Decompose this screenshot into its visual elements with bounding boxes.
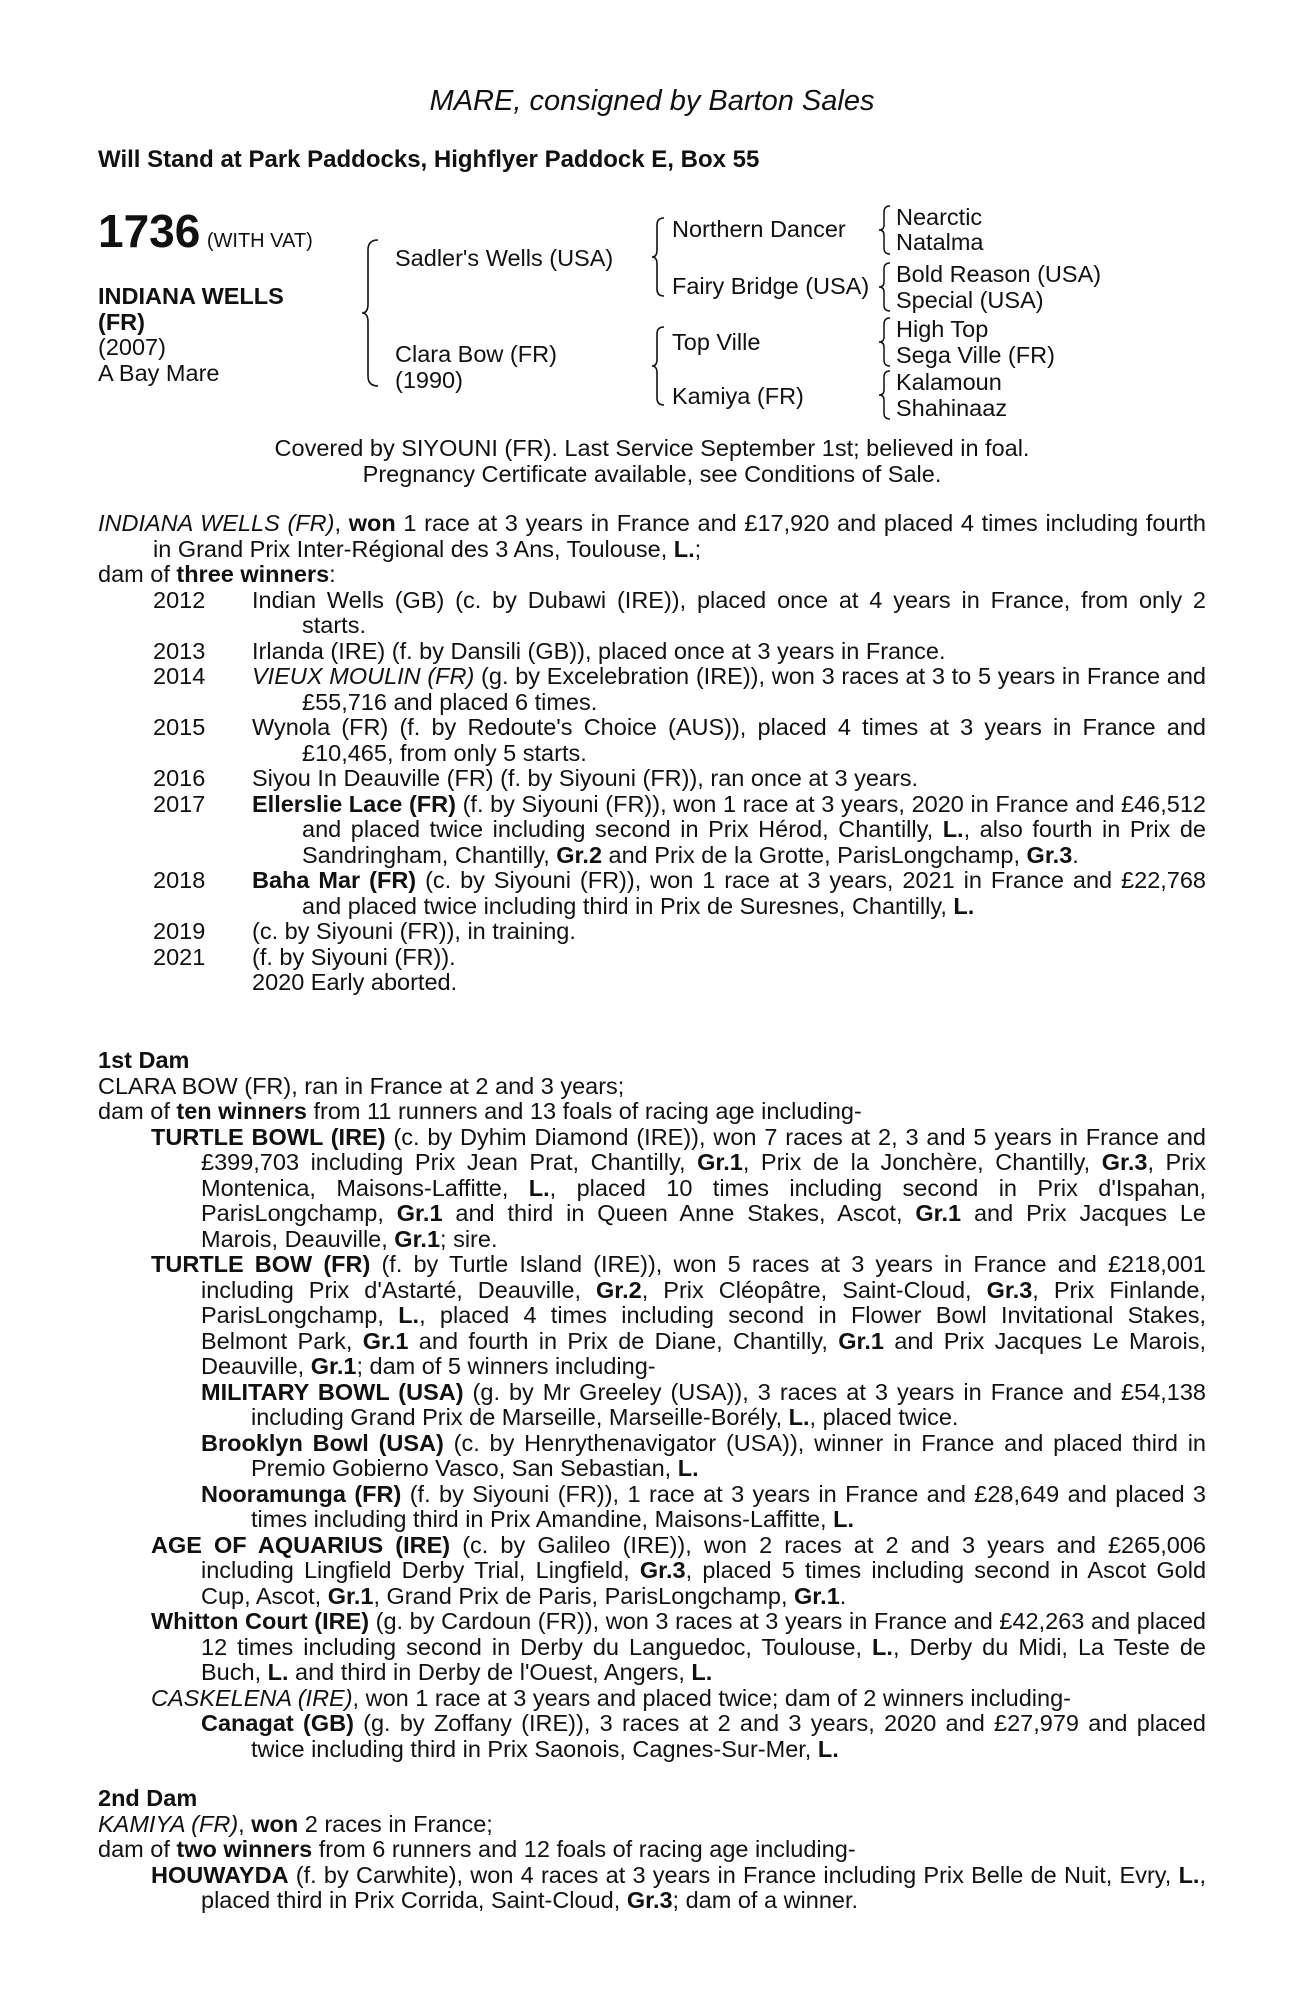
second-dam-text: 2 races in France; xyxy=(298,1810,493,1837)
grade-label: Gr.1 xyxy=(697,1149,743,1175)
produce-detail: , also fourth in Prix de Sandringham, Chantilly, xyxy=(302,816,1206,868)
progeny-name: MILITARY BOWL (USA) xyxy=(201,1378,464,1405)
produce-row xyxy=(98,715,1206,766)
progeny-military-bowl xyxy=(98,1380,1206,1431)
mare-summary xyxy=(98,511,1206,562)
produce-text: (f. by Siyouni (FR)). xyxy=(252,943,456,970)
grade-label: Gr.3 xyxy=(626,1887,673,1913)
grade-label: Gr.3 xyxy=(986,1276,1033,1303)
produce-text: Wynola (FR) (f. by Redoute's Choice (AUS)), placed 4 times at 3 years in France and £10,465, from only 5 starts. xyxy=(252,714,1206,766)
produce-row xyxy=(98,664,1206,715)
grade-label: L. xyxy=(673,535,695,562)
comma: , xyxy=(334,510,349,536)
progeny-text: (g. by Zoffany (IRE)), 3 races at 2 and 3 years, 2020 and £27,979 and placed twice including third in Prix Saonois, Cagnes-Sur-Mer, xyxy=(251,1710,1206,1762)
produce-row xyxy=(98,588,1206,639)
progeny-text: (f. by Carwhite), won 4 races at 3 years in France including Prix Belle de Nuit, Evry, xyxy=(288,1861,1179,1888)
progeny-text: . xyxy=(839,1582,847,1609)
first-dam-summary xyxy=(98,1099,1206,1125)
grade-label: Gr.3 xyxy=(1026,841,1073,868)
grade-label: Gr.1 xyxy=(838,1327,884,1354)
grade-label: Gr.1 xyxy=(915,1200,962,1226)
second-dam-line xyxy=(98,1812,1206,1838)
horse-details xyxy=(98,284,338,386)
produce-detail: (g. by Excelebration (IRE)), won 3 races at 3 to 5 years in France and £55,716 and placed 6 times. xyxy=(302,663,1206,715)
page-title: MARE, consigned by Barton Sales xyxy=(429,85,875,117)
progeny-age-of-aquarius xyxy=(98,1533,1206,1610)
produce-row xyxy=(98,766,1206,792)
progeny-text: (c. by Galileo (IRE)), won 2 races at 2 and 3 years and £265,006 including Lingfield Derby Trial, Lingfield, xyxy=(201,1531,1206,1583)
grade-label: Gr.1 xyxy=(310,1353,357,1379)
lot-number-block xyxy=(98,206,313,256)
progeny-text: , Derby du Midi, La Teste de Buch, xyxy=(201,1633,1206,1685)
produce-row xyxy=(98,639,1206,665)
produce-year: 2019 xyxy=(153,918,206,944)
grade-label: Gr.1 xyxy=(794,1582,840,1609)
progeny-name: TURTLE BOWL (IRE) xyxy=(151,1123,386,1150)
progeny-text: , Prix Cléopâtre, Saint-Cloud, xyxy=(641,1276,987,1303)
progeny-text: , placed 4 times including second in Flower Bowl Invitational Stakes, Belmont Park, xyxy=(201,1302,1207,1354)
produce-text xyxy=(252,792,1206,869)
pedigree-brace-dd xyxy=(878,369,892,421)
progeny-name: Nooramunga (FR) xyxy=(201,1480,402,1507)
pedigree-sire-dam: Fairy Bridge (USA) xyxy=(672,273,870,299)
produce-text: Indian Wells (GB) (c. by Dubawi (IRE)), placed once at 4 years in France, from only 2 starts. xyxy=(252,586,1206,638)
pedigree-sire: Sadler's Wells (USA) xyxy=(395,245,614,271)
produce-year: 2014 xyxy=(153,663,206,689)
produce-year: 2016 xyxy=(153,765,206,791)
grade-label: L. xyxy=(691,1659,713,1685)
progeny-text: (f. by Turtle Island (IRE)), won 5 races at 3 years in France and £218,001 including Prix d'Astarté, Deauville, xyxy=(201,1251,1206,1303)
won-label: won xyxy=(251,1810,299,1837)
produce-text: (c. by Siyouni (FR)), in training. xyxy=(252,918,576,944)
produce-year: 2012 xyxy=(153,586,206,613)
pedigree-brace-dam xyxy=(651,325,667,407)
progeny-text: ; sire. xyxy=(440,1225,498,1252)
first-dam-rest: from 11 runners and 13 foals of racing age including- xyxy=(306,1098,862,1124)
progeny-nooramunga xyxy=(98,1482,1206,1533)
grade-label: Gr.1 xyxy=(396,1200,443,1226)
grade-label: Gr.1 xyxy=(394,1225,441,1252)
horse-year: (2007) xyxy=(98,334,166,360)
pedigree-ddd: Shahinaaz xyxy=(896,395,1008,421)
grade-label: L. xyxy=(1178,1861,1200,1888)
produce-row xyxy=(98,970,1206,996)
section-heading: 1st Dam xyxy=(98,1047,190,1073)
pedigree-dsd: Sega Ville (FR) xyxy=(896,342,1055,368)
progeny-turtle-bowl xyxy=(98,1125,1206,1253)
progeny-name: Canagat (GB) xyxy=(201,1710,354,1736)
pedigree-ssd: Natalma xyxy=(896,229,984,255)
second-dam-rest: from 6 runners and 12 foals of racing age including- xyxy=(312,1836,856,1862)
punctuation: ; xyxy=(694,535,702,562)
grade-label: L. xyxy=(398,1302,420,1328)
grade-label: L. xyxy=(267,1659,289,1685)
progeny-text: and third in Derby de l'Ouest, Angers, xyxy=(288,1659,692,1685)
progeny-text: , placed twice. xyxy=(809,1404,959,1430)
progeny-text: ; dam of a winner. xyxy=(672,1887,859,1913)
progeny-text: and third in Queen Anne Stakes, Ascot, xyxy=(442,1200,916,1226)
grade-label: Gr.3 xyxy=(639,1557,686,1583)
pedigree-brace-ds xyxy=(878,316,892,368)
grade-label: Gr.1 xyxy=(327,1582,374,1609)
produce-name: VIEUX MOULIN (FR) xyxy=(252,663,475,689)
progeny-houwayda xyxy=(98,1863,1206,1914)
produce-year: 2015 xyxy=(153,714,206,740)
pedigree-brace-ss xyxy=(878,204,892,256)
produce-year: 2013 xyxy=(153,637,206,664)
winners-count: ten winners xyxy=(176,1098,307,1124)
progeny-brooklyn-bowl xyxy=(98,1431,1206,1482)
covering-line-1: Covered by SIYOUNI (FR). Last Service September 1st; believed in foal. xyxy=(274,435,1030,461)
grade-label: Gr.1 xyxy=(362,1327,409,1354)
second-dam-name: KAMIYA (FR) xyxy=(98,1810,239,1837)
progeny-name: HOUWAYDA xyxy=(151,1861,289,1888)
pedigree-sds: Bold Reason (USA) xyxy=(896,261,1102,287)
produce-year xyxy=(98,970,252,996)
progeny-text: , placed 10 times including second in Prix d'Ispahan, ParisLongchamp, xyxy=(201,1174,1207,1226)
second-dam-summary xyxy=(98,1837,1206,1863)
progeny-text: , Prix de la Jonchère, Chantilly, xyxy=(742,1149,1102,1175)
horse-description: A Bay Mare xyxy=(98,359,220,386)
winners-count: two winners xyxy=(176,1836,313,1862)
progeny-text: , won 1 race at 3 years and placed twice; dam of 2 winners including- xyxy=(352,1684,1071,1711)
punctuation: , xyxy=(238,1810,252,1837)
progeny-turtle-bow xyxy=(98,1252,1206,1380)
progeny-name: Brooklyn Bowl (USA) xyxy=(201,1429,444,1456)
produce-year: 2017 xyxy=(153,790,206,817)
section-heading: 2nd Dam xyxy=(98,1785,198,1811)
progeny-whitton-court xyxy=(98,1609,1206,1686)
stand-location: Will Stand at Park Paddocks, Highflyer Paddock E, Box 55 xyxy=(98,146,760,173)
grade-label: L. xyxy=(788,1404,810,1430)
dam-of-line xyxy=(98,562,1206,588)
pedigree-brace-main xyxy=(360,238,382,388)
dam-of-text: dam of xyxy=(98,1836,177,1862)
produce-text xyxy=(252,664,1206,715)
pedigree-sss: Nearctic xyxy=(896,204,983,230)
produce-text: 2020 Early aborted. xyxy=(252,969,458,995)
progeny-caskelena xyxy=(98,1686,1206,1712)
produce-detail: (c. by Siyouni (FR)), won 1 race at 3 years, 2021 in France and £22,768 and placed twice including third in Prix de Suresnes, Chantilly, xyxy=(302,867,1207,919)
produce-text xyxy=(252,868,1206,919)
won-label: won xyxy=(348,510,396,536)
pedigree-dam-year: (1990) xyxy=(395,367,463,393)
produce-row xyxy=(98,945,1206,971)
produce-row xyxy=(98,792,1206,869)
progeny-name: CASKELENA (IRE) xyxy=(151,1684,353,1711)
grade-label: Gr.2 xyxy=(596,1276,642,1303)
grade-label: Gr.2 xyxy=(556,841,603,868)
pedigree-dam-sire: Top Ville xyxy=(672,329,761,355)
first-dam-line: CLARA BOW (FR), ran in France at 2 and 3 years; xyxy=(98,1072,625,1099)
pedigree-sire-sire: Northern Dancer xyxy=(672,216,846,242)
progeny-text: ; dam of 5 winners including- xyxy=(356,1353,656,1379)
progeny-name: AGE OF AQUARIUS (IRE) xyxy=(151,1531,451,1558)
grade-label: L. xyxy=(817,1735,839,1762)
pedigree-dss: High Top xyxy=(896,316,989,342)
pedigree-dam-dam: Kamiya (FR) xyxy=(672,383,804,409)
grade-label: L. xyxy=(872,1633,893,1660)
progeny-text: and fourth in Prix de Diane, Chantilly, xyxy=(408,1327,839,1354)
produce-year: 2021 xyxy=(153,943,206,970)
progeny-text: (c. by Henrythenavigator (USA)), winner in France and placed third in Premio Gobierno Vasco, San Sebastian, xyxy=(251,1429,1206,1481)
progeny-text: (c. by Dyhim Diamond (IRE)), won 7 races at 2, 3 and 5 years in France and £399,703 including Prix Jean Prat, Chantilly, xyxy=(201,1123,1206,1175)
first-dam-section xyxy=(98,1048,1206,1762)
punctuation: : xyxy=(329,561,336,587)
progeny-text: , Prix Finlande, ParisLongchamp, xyxy=(201,1276,1207,1328)
produce-detail: . xyxy=(1072,841,1079,868)
mare-summary-text: 1 race at 3 years in France and £17,920 and placed 4 times including fourth in Grand Prix Inter-Régional des 3 Ans, Toulouse, xyxy=(153,510,1206,562)
produce-text: Siyou In Deauville (FR) (f. by Siyouni (FR)), ran once at 3 years. xyxy=(252,765,919,791)
dam-of-text: dam of xyxy=(98,561,177,587)
grade-label: L. xyxy=(677,1455,699,1481)
produce-name: Ellerslie Lace (FR) xyxy=(252,790,456,817)
horse-name: INDIANA WELLS xyxy=(98,283,284,309)
produce-detail: (f. by Siyouni (FR)), won 1 race at 3 years, 2020 in France and £46,512 and placed twice including second in Prix Hérod, Chantilly, xyxy=(302,790,1206,842)
dam-of-text: dam of xyxy=(98,1098,177,1124)
progeny-text: and Prix Jacques Le Marois, Deauville, xyxy=(201,1327,1206,1379)
progeny-canagat xyxy=(98,1711,1206,1762)
progeny-text: , placed third in Prix Corrida, Saint-Cloud, xyxy=(201,1861,1206,1913)
pedigree-brace-sd xyxy=(878,261,892,313)
produce-detail: and Prix de la Grotte, ParisLongchamp, xyxy=(602,841,1027,868)
produce-text: Irlanda (IRE) (f. by Dansili (GB)), placed once at 3 years in France. xyxy=(252,637,946,664)
horse-country: (FR) xyxy=(98,308,145,335)
mare-record xyxy=(98,511,1206,996)
produce-row xyxy=(98,919,1206,945)
progeny-text: (g. by Cardoun (FR)), won 3 races at 3 years in France and £42,263 and placed 12 times including second in Derby du Languedoc, Toulouse, xyxy=(201,1608,1206,1660)
lot-number: 1736 xyxy=(98,205,201,257)
pedigree-brace-sire xyxy=(651,216,667,298)
progeny-text: , placed 5 times including second in Ascot Gold Cup, Ascot, xyxy=(201,1557,1207,1609)
grade-label: L. xyxy=(833,1506,855,1532)
mare-name: INDIANA WELLS (FR) xyxy=(98,510,335,536)
grade-label: L. xyxy=(528,1174,550,1201)
progeny-text: , Prix Montenica, Maisons-Laffitte, xyxy=(201,1149,1207,1201)
pedigree-dds: Kalamoun xyxy=(896,369,1002,395)
progeny-text: , Grand Prix de Paris, ParisLongchamp, xyxy=(373,1582,795,1609)
progeny-text: and Prix Jacques Le Marois, Deauville, xyxy=(201,1200,1206,1252)
vat-label: (WITH VAT) xyxy=(206,230,313,252)
progeny-name: TURTLE BOW (FR) xyxy=(151,1251,371,1277)
grade-label: L. xyxy=(953,892,975,919)
progeny-name: Whitton Court (IRE) xyxy=(151,1608,370,1634)
progeny-text: (g. by Mr Greeley (USA)), 3 races at 3 years in France and £54,138 including Grand Prix de Marseille, Marseille-Borély, xyxy=(251,1378,1206,1430)
progeny-text: (f. by Siyouni (FR)), 1 race at 3 years in France and £28,649 and placed 3 times including third in Prix Amandine, Maisons-Laffitte, xyxy=(251,1480,1206,1532)
second-dam-section xyxy=(98,1786,1206,1914)
produce-row xyxy=(98,868,1206,919)
grade-label: Gr.3 xyxy=(1101,1149,1148,1175)
pedigree-dam: Clara Bow (FR) xyxy=(395,341,557,367)
produce-year: 2018 xyxy=(153,867,206,893)
grade-label: L. xyxy=(942,816,964,842)
produce-name: Baha Mar (FR) xyxy=(252,867,417,893)
covering-line-2: Pregnancy Certificate available, see Conditions of Sale. xyxy=(362,460,942,487)
winners-count: three winners xyxy=(176,561,330,587)
covering-note xyxy=(98,436,1206,487)
pedigree-sdd: Special (USA) xyxy=(896,287,1044,313)
